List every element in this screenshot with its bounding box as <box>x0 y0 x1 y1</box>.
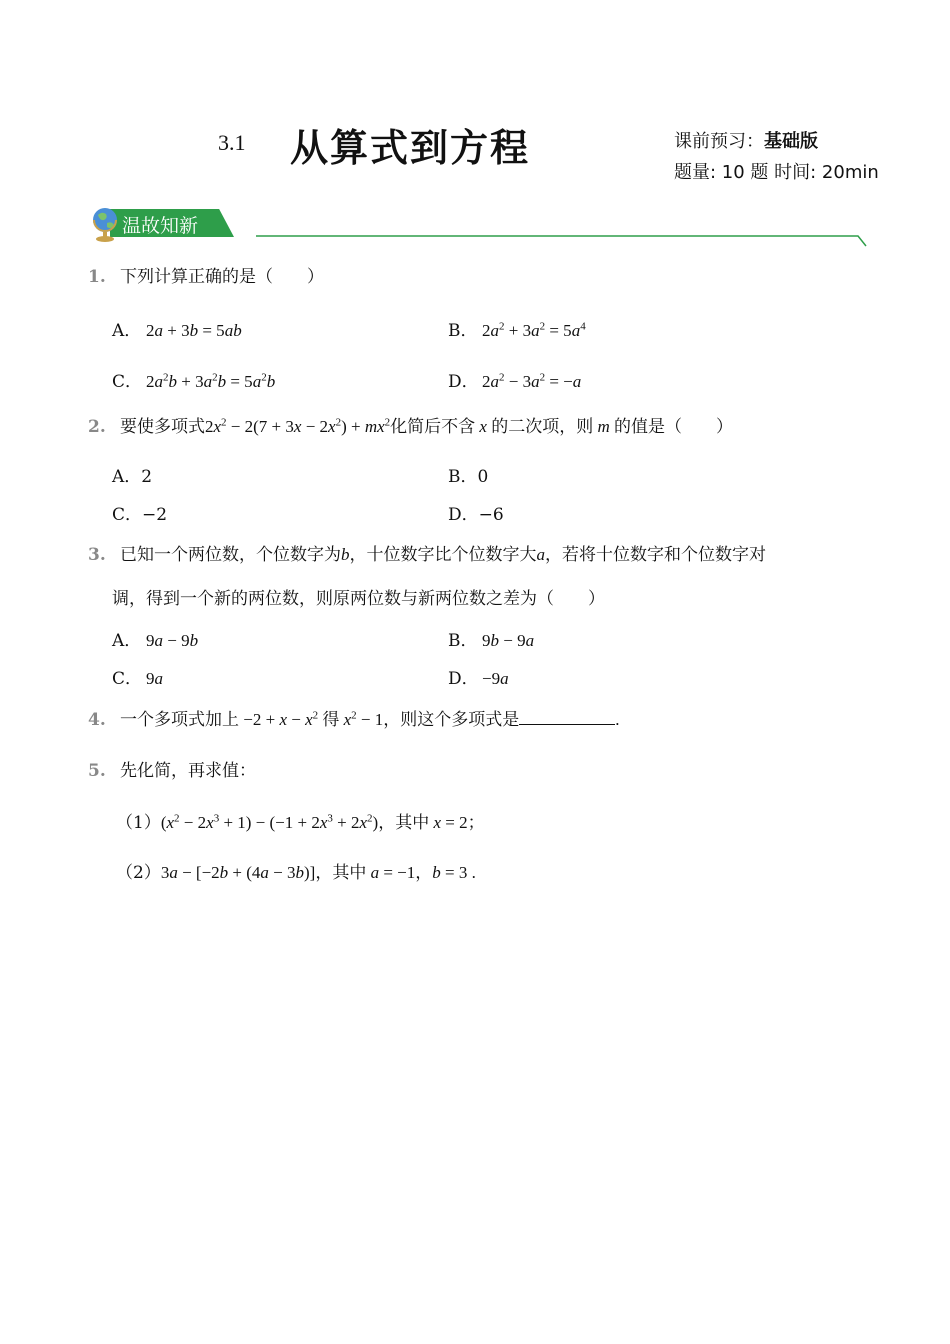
q2-option-d: D．−6 <box>448 505 504 525</box>
part-label: （2） <box>116 863 161 883</box>
question-text: 的值是（ ） <box>613 417 733 437</box>
question-3-line-2: 调，得到一个新的两位数，则原两位数与新两位数之差为（ ） <box>112 589 605 609</box>
question-number: 1. <box>88 267 106 287</box>
section-banner <box>90 205 240 239</box>
question-5-part-1: $(1)(x^2 - 2x^3 + 1) - (-1 + 2x^3 + 2x^2)$，其中 x = 2； <box>116 812 485 833</box>
question-text: ，十位数字比个位数字大 <box>349 545 537 565</box>
question-5-part-2: （2）3a − [−2b + (4a − 3b)]，其中 a = −1，b = 3 . <box>116 863 476 883</box>
q3-option-d: D． −9a <box>448 664 509 689</box>
question-number: 2. <box>88 417 106 437</box>
question-4: 4. 一个多项式加上 $-2 + x - x^2$ 得 $x^2 - 1$，则这个多项式是 . <box>88 709 620 730</box>
mode-value: 基础版 <box>764 131 818 152</box>
q2-option-a: A．2 <box>112 467 153 487</box>
divider-line <box>256 232 868 248</box>
option-label: C． <box>112 669 143 689</box>
question-text: 得 <box>322 710 340 730</box>
part-text: ，其中 <box>315 863 367 883</box>
option-label: B． <box>448 321 478 341</box>
q1-option-a: A． 2a + 3b = 5ab <box>112 316 242 341</box>
q3-option-b: B． 9b − 9a <box>448 626 534 651</box>
question-text: ，若将十位数字和个位数字对 <box>545 545 766 565</box>
banner-label: 温故知新 <box>122 215 199 237</box>
question-number: 3. <box>88 545 106 565</box>
q3-option-a: A． 9a − 9b <box>112 626 198 651</box>
question-text: ，则这个多项式是 <box>383 710 520 730</box>
option-label: B． <box>448 631 478 651</box>
mode-label: 课前预习： <box>674 131 764 152</box>
option-label: D． <box>448 669 479 689</box>
meta-line: 题量: 10 题 时间: 20min <box>674 162 879 183</box>
question-stem: 下列计算正确的是（ ） <box>120 267 324 287</box>
question-text: 已知一个两位数，个位数字为 <box>120 545 341 565</box>
question-1 <box>88 266 324 288</box>
part-label: （1） <box>116 813 161 833</box>
section-number: 3.1 <box>218 130 246 155</box>
option-label: A． <box>112 631 142 651</box>
q1-option-b: B． $2a^2 + 3a^2 = 5a^4$ <box>448 316 586 341</box>
question-2: 2. 要使多项式$2x^2 - 2(7 + 3x - 2x^2) + mx^2$化简后不含 x 的二次项，则 m 的值是（ ） <box>88 416 733 437</box>
q2-option-b: B．0 <box>448 467 489 487</box>
mode-line <box>674 127 818 153</box>
option-label: A． <box>112 321 142 341</box>
globe-icon <box>90 205 122 243</box>
question-stem: 先化简，再求值： <box>120 761 256 781</box>
q3-option-c: C． 9a <box>112 664 163 689</box>
question-3: 3. 已知一个两位数，个位数字为b，十位数字比个位数字大a，若将十位数字和个位数字对 <box>88 545 766 565</box>
q1-option-d: D． $2a^2 - 3a^2 = -a$ <box>448 367 581 392</box>
question-text: 要使多项式 <box>120 417 205 437</box>
q1-option-c: C． $2a^2b + 3a^2b = 5a^2b$ <box>112 367 275 392</box>
question-text: 的二次项，则 <box>491 417 594 437</box>
option-label: C． <box>112 372 143 392</box>
question-number: 4. <box>88 710 106 730</box>
question-5 <box>88 760 256 782</box>
q2-option-c: C．−2 <box>112 505 168 525</box>
question-number: 5. <box>88 761 106 781</box>
part-text: ，其中 <box>378 813 430 833</box>
question-text: 化简后不含 <box>390 417 476 437</box>
answer-blank[interactable] <box>519 708 615 725</box>
option-label: D． <box>448 372 479 392</box>
page-title: 从算式到方程 <box>290 126 531 170</box>
question-text: 一个多项式加上 <box>120 710 239 730</box>
